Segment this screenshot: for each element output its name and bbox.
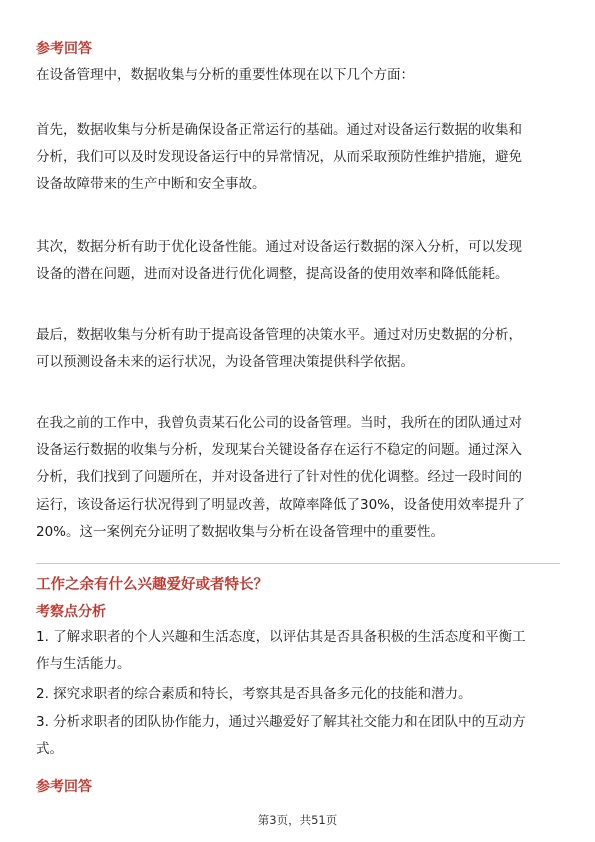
analysis-line: 3. 分析求职者的团队协作能力，通过兴趣爱好了解其社交能力和在团队中的互动方 xyxy=(36,714,526,730)
paragraph-line: 设备故障带来的生产中断和安全事故。 xyxy=(36,176,266,193)
paragraph-first xyxy=(36,117,566,199)
paragraph-line: 设备运行数据的收集与分析，发现某台关键设备存在运行不稳定的问题。通过深入 xyxy=(36,442,522,459)
paragraph-second xyxy=(36,234,566,288)
answer-heading-second: 参考回答 xyxy=(36,779,92,795)
analysis-line: 2. 探究求职者的综合素质和特长，考察其是否具备多元化的技能和潜力。 xyxy=(36,686,472,702)
intro-line: 在设备管理中，数据收集与分析的重要性体现在以下几个方面： xyxy=(36,67,414,83)
paragraph-line: 分析，我们找到了问题所在，并对设备进行了针对性的优化调整。经过一段时间的 xyxy=(36,469,522,486)
intro-paragraph xyxy=(36,62,566,89)
answer-heading: 参考回答 xyxy=(36,41,92,57)
paragraph-line: 可以预测设备未来的运行状况，为设备管理决策提供科学依据。 xyxy=(36,354,414,371)
paragraph-line: 设备的潜在问题，进而对设备进行优化调整，提高设备的使用效率和降低能耗。 xyxy=(36,266,509,283)
paragraph-line: 20%。这一案例充分证明了数据收集与分析在设备管理中的重要性。 xyxy=(36,523,445,540)
section-divider xyxy=(36,563,560,564)
page-number: 第3页，共51页 xyxy=(257,813,338,827)
analysis-point-1 xyxy=(36,624,566,678)
paragraph-line: 分析，我们可以及时发现设备运行中的异常情况，从而采取预防性维护措施，避免 xyxy=(36,149,522,166)
paragraph-line: 其次，数据分析有助于优化设备性能。通过对设备运行数据的深入分析，可以发现 xyxy=(36,239,522,255)
paragraph-line: 首先，数据收集与分析是确保设备正常运行的基础。通过对设备运行数据的收集和 xyxy=(36,122,522,138)
analysis-line: 式。 xyxy=(36,741,63,758)
paragraph-example xyxy=(36,410,566,546)
analysis-point-2 xyxy=(36,681,566,708)
paragraph-line: 运行，该设备运行状况得到了明显改善，故障率降低了30%，设备使用效率提升了 xyxy=(36,496,526,513)
paragraph-line: 在我之前的工作中，我曾负责某石化公司的设备管理。当时，我所在的团队通过对 xyxy=(36,415,522,431)
paragraph-third xyxy=(36,322,566,376)
analysis-heading: 考察点分析 xyxy=(36,604,106,620)
analysis-point-3 xyxy=(36,709,566,763)
analysis-line: 1. 了解求职者的个人兴趣和生活态度，以评估其是否具备积极的生活态度和平衡工 xyxy=(36,629,526,645)
paragraph-line: 最后，数据收集与分析有助于提高设备管理的决策水平。通过对历史数据的分析， xyxy=(36,327,522,343)
question-title: 工作之余有什么兴趣爱好或者特长？ xyxy=(36,577,268,593)
analysis-line: 作与生活能力。 xyxy=(36,656,131,673)
